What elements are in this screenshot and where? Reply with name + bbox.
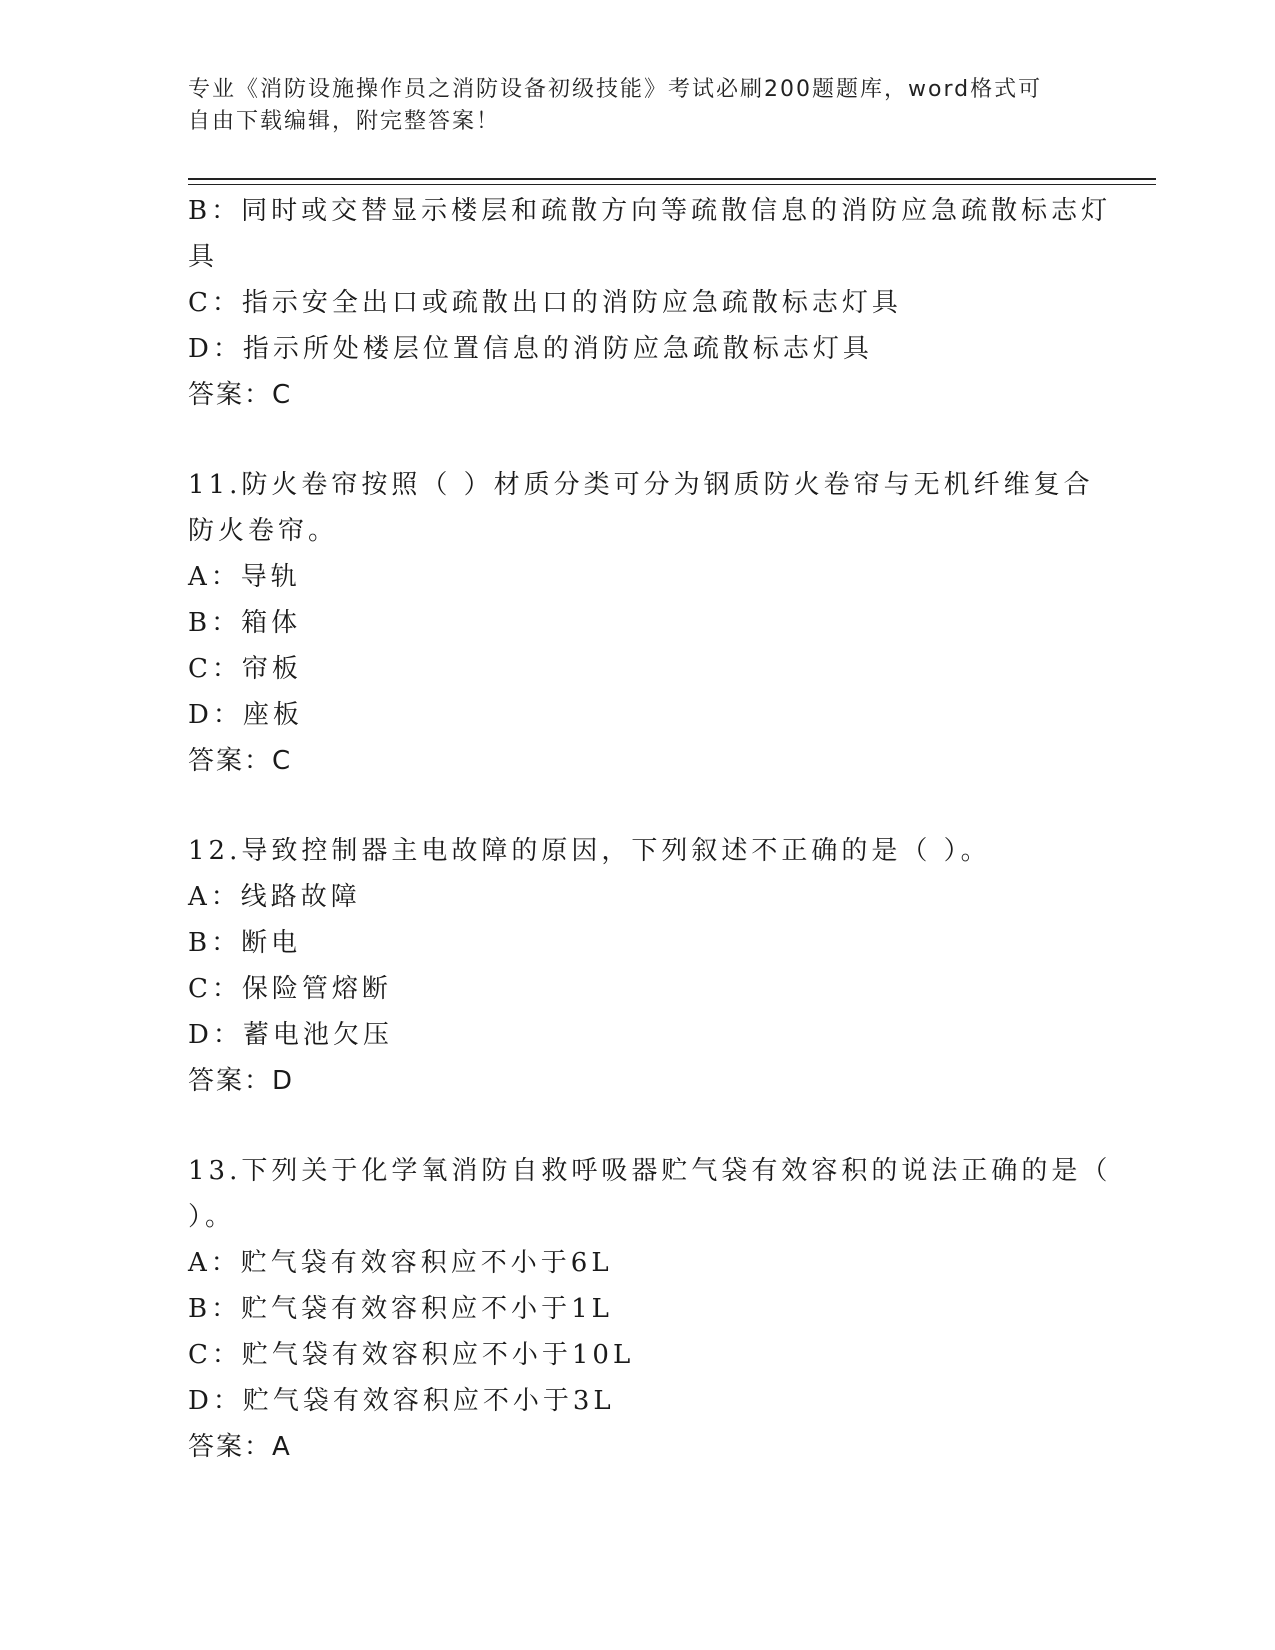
question-block-11 — [188, 462, 1094, 784]
question-block-13 — [188, 1148, 1112, 1470]
option-b: B：断电 — [188, 928, 302, 958]
question-block-12 — [188, 828, 1088, 1104]
option-d: D：座板 — [188, 700, 303, 730]
answer-label: 答案：A — [188, 1432, 292, 1462]
question-stem-line-1: 13.下列关于化学氧消防自救呼吸器贮气袋有效容积的说法正确的是（ — [188, 1156, 1112, 1186]
option-b: B：贮气袋有效容积应不小于1L — [188, 1294, 613, 1324]
option-d: D：蓄电池欠压 — [188, 1020, 393, 1050]
spacer — [188, 784, 1088, 828]
header-line-2: 自由下载编辑，附完整答案！ — [188, 109, 501, 134]
option-a: A：贮气袋有效容积应不小于6L — [188, 1248, 613, 1278]
document-header — [188, 74, 1068, 138]
option-c: C：帘板 — [188, 654, 302, 684]
option-c: C：指示安全出口或疏散出口的消防应急疏散标志灯具 — [188, 288, 902, 318]
spacer — [188, 1104, 1088, 1148]
option-b-line-2: 具 — [188, 242, 219, 272]
question-stem-line-2: ）。 — [188, 1202, 236, 1232]
header-divider-thick — [188, 178, 1156, 180]
option-b: B：箱体 — [188, 608, 302, 638]
option-b-line-1: B：同时或交替显示楼层和疏散方向等疏散信息的消防应急疏散标志灯 — [188, 196, 1112, 226]
answer-label: 答案：C — [188, 380, 293, 410]
question-list — [188, 188, 1112, 1470]
question-stem-line-1: 12.导致控制器主电故障的原因，下列叙述不正确的是（ ）。 — [188, 836, 991, 866]
option-d: D：贮气袋有效容积应不小于3L — [188, 1386, 615, 1416]
option-c: C：贮气袋有效容积应不小于10L — [188, 1340, 635, 1370]
spacer — [188, 418, 1088, 462]
header-divider-thin — [188, 184, 1156, 185]
question-block-previous — [188, 188, 1112, 418]
answer-label: 答案：C — [188, 746, 293, 776]
option-a: A：线路故障 — [188, 882, 361, 912]
question-stem-line-2: 防火卷帘。 — [188, 516, 339, 546]
header-line-1: 专业《消防设施操作员之消防设备初级技能》考试必刷200题题库，word格式可 — [188, 77, 1043, 102]
option-a: A：导轨 — [188, 562, 301, 592]
question-stem-line-1: 11.防火卷帘按照（ ）材质分类可分为钢质防火卷帘与无机纤维复合 — [188, 470, 1094, 500]
option-c: C：保险管熔断 — [188, 974, 392, 1004]
option-d: D：指示所处楼层位置信息的消防应急疏散标志灯具 — [188, 334, 873, 364]
answer-label: 答案：D — [188, 1066, 295, 1096]
